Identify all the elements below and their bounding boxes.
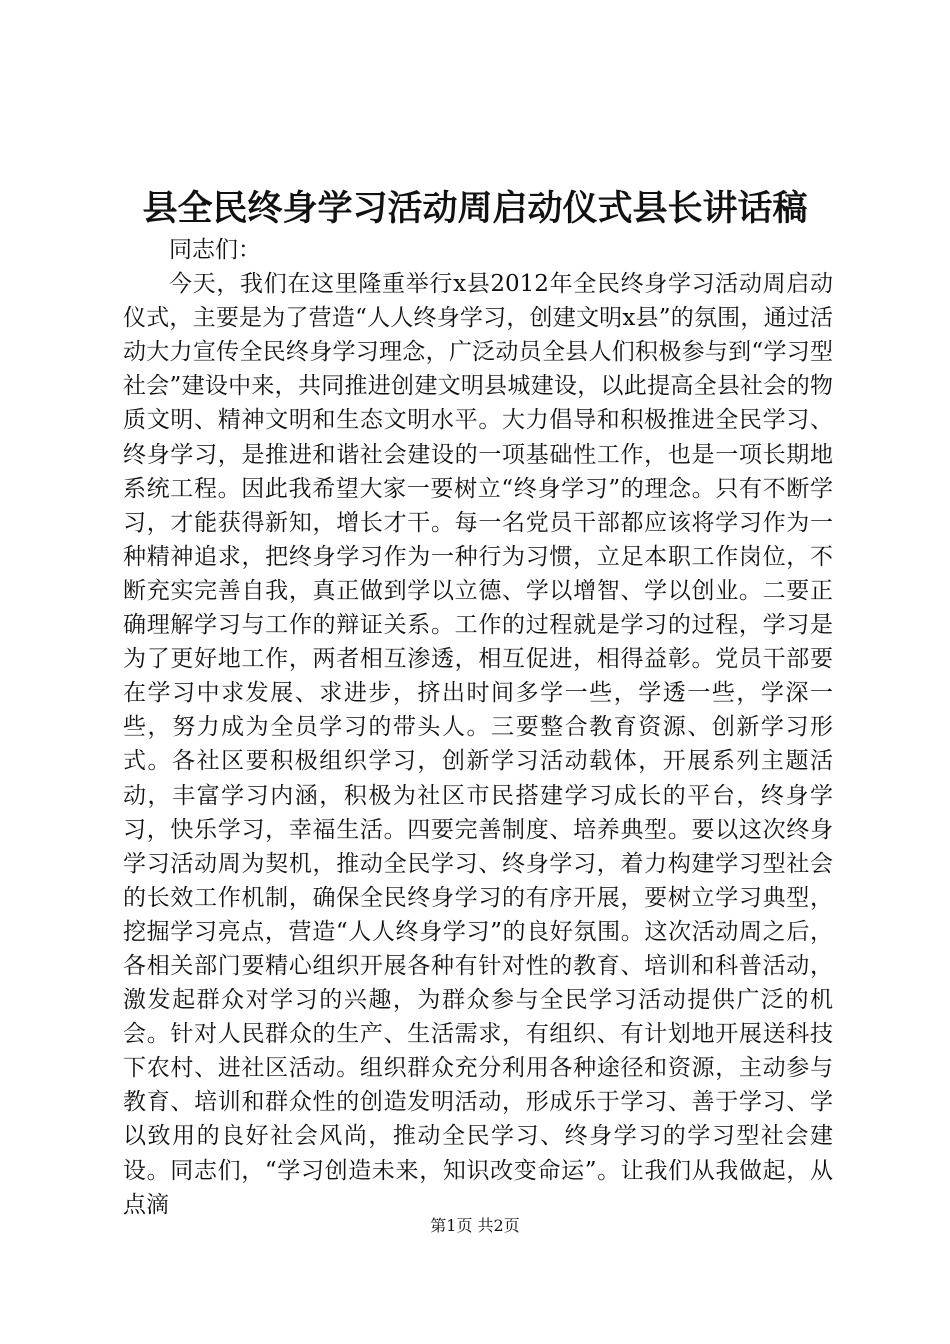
page-number-footer: 第1页 共2页: [430, 1216, 520, 1235]
speech-paragraph: 今天，我们在这里隆重举行x县2012年全民终身学习活动周启动仪式，主要是为了营造“人人终身学习，创建文明x县”的氛围，通过活动大力宣传全民终身学习理念，广泛动员全县人们积极参与到“学习型社会”建设中来，共同推进创建文明县城建设，以此提高全县社会的物质文明、精神文明和生态文明水平。大力倡导和积极推进全民学习、终身学习，是推进和谐社会建设的一项基础性工作，也是一项长期地系统工程。因此我希望大家一要树立“终身学习”的理念。只有不断学习，才能获得新知，增长才干。每一名党员干部都应该将学习作为一种精神追求，把终身学习作为一种行为习惯，立足本职工作岗位，不断充实完善自我，真正做到学以立德、学以增智、学以创业。二要正确理解学习与工作的辩证关系。工作的过程就是学习的过程，学习是为了更好地工作，两者相互渗透，相互促进，相得益彰。党员干部要在学习中求发展、求进步，挤出时间多学一些，学透一些，学深一些，努力成为全员学习的带头人。三要整合教育资源、创新学习形式。各社区要积极组织学习，创新学习活动载体，开展系列主题活动，丰富学习内涵，积极为社区市民搭建学习成长的平台，终身学习，快乐学习，幸福生活。四要完善制度、培养典型。要以这次终身学习活动周为契机，推动全民学习、终身学习，着力构建学习型社会的长效工作机制，确保全民终身学习的有序开展，要树立学习典型，挖掘学习亮点，营造“人人终身学习”的良好氛围。这次活动周之后，各相关部门要精心组织开展各种有针对性的教育、培训和科普活动，激发起群众对学习的兴趣，为群众参与全民学习活动提供广泛的机会。针对人民群众的生产、生活需求，有组织、有计划地开展送科技下农村、进社区活动。组织群众充分利用各种途径和资源，主动参与教育、培训和群众性的创造发明活动，形成乐于学习、善于学习、学以致用的良好社会风尚，推动全民学习、终身学习的学习型社会建设。同志们，“学习创造未来，知识改变命运”。让我们从我做起，从点滴: [123, 271, 833, 1218]
salutation: 同志们：: [169, 237, 261, 263]
document-body: [123, 233, 833, 1222]
document-title: 县全民终身学习活动周启动仪式县长讲话稿: [142, 189, 808, 229]
